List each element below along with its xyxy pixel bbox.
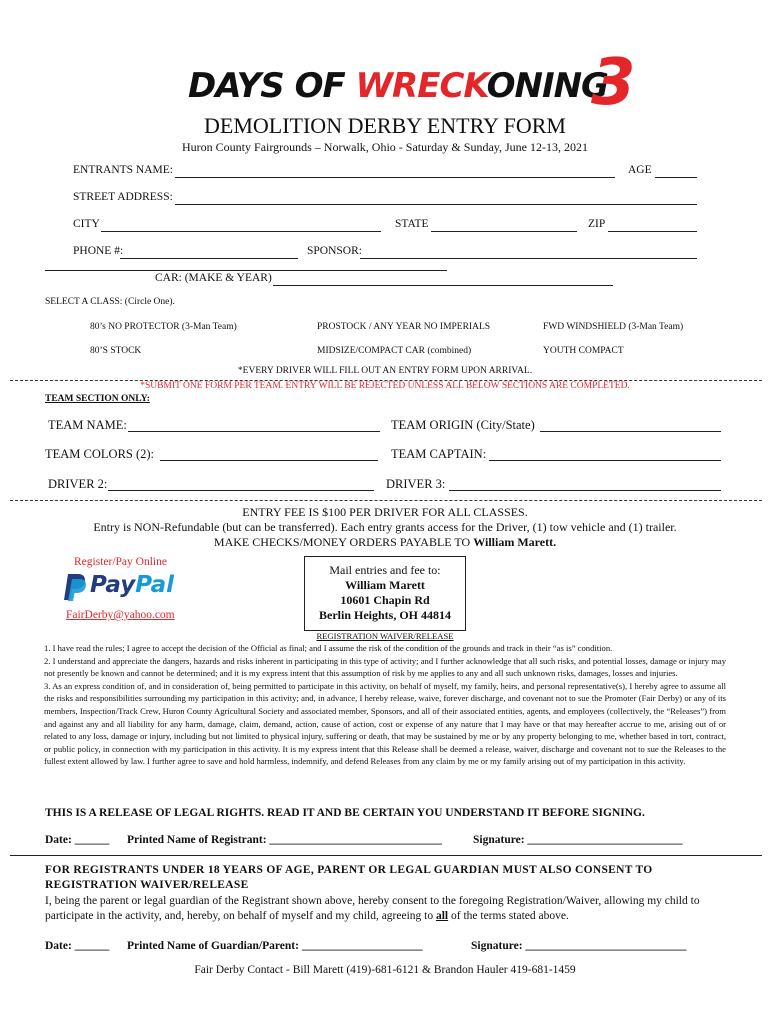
event-logo xyxy=(188,46,668,120)
age-label: AGE xyxy=(628,164,652,176)
car-label: CAR: (MAKE & YEAR) xyxy=(155,272,272,284)
phone-field[interactable] xyxy=(120,258,298,259)
car-field[interactable] xyxy=(273,285,613,286)
street-address-field[interactable] xyxy=(175,204,697,205)
team-name-field[interactable] xyxy=(128,431,380,432)
minor-consent-heading: FOR REGISTRANTS UNDER 18 YEARS OF AGE, PARENT OR LEGAL GUARDIAN MUST ALSO CONSENT TO REGISTRATION WAIVER/RELEASE xyxy=(45,864,653,891)
team-captain-field[interactable] xyxy=(489,460,721,461)
guardian-printed-name-field[interactable]: Printed Name of Guardian/Parent: _____________________ xyxy=(127,940,423,952)
minor-body-prefix: I, being the parent or legal guardian of the Registrant shown above, hereby consent to the foregoing Registration/Waiver, allowing my child to participate in the activity, and, hereby, on behalf of myself and my child, agreeing to xyxy=(45,895,700,922)
sponsor-field[interactable] xyxy=(360,258,697,259)
logo-part-oning: ONING xyxy=(486,66,608,106)
team-captain-label: TEAM CAPTAIN: xyxy=(391,447,487,461)
team-origin-field[interactable] xyxy=(540,431,721,432)
mail-city: Berlin Heights, OH 44814 xyxy=(319,608,451,622)
team-colors-label: TEAM COLORS (2): xyxy=(45,447,155,461)
waiver-body xyxy=(44,642,726,768)
minor-body-all: all xyxy=(435,910,449,922)
waiver-title: REGISTRATION WAIVER/RELEASE xyxy=(316,631,454,641)
class-option[interactable]: MIDSIZE/COMPACT CAR (combined) xyxy=(317,346,472,356)
section-divider xyxy=(10,500,762,501)
city-field[interactable] xyxy=(101,231,381,232)
phone-label: PHONE #: xyxy=(73,245,124,257)
logo-part-days: DAYS OF xyxy=(188,66,356,106)
mailing-address-box xyxy=(304,556,466,631)
team-colors-field[interactable] xyxy=(160,460,378,461)
registrant-date-field[interactable]: Date: ______ xyxy=(45,834,110,846)
release-notice: THIS IS A RELEASE OF LEGAL RIGHTS. READ IT AND BE CERTAIN YOU UNDERSTAND IT BEFORE SIGNING. xyxy=(45,807,645,819)
team-submit-warning: *SUBMIT ONE FORM PER TEAM. ENTRY WILL BE REJECTED UNLESS ALL BELOW SECTIONS ARE COMPLETED. xyxy=(140,381,630,391)
refund-policy-line: Entry is NON-Refundable (but can be transferred). Each entry grants access for the Driver, (1) tow vehicle and (1) trailer. xyxy=(93,520,677,534)
register-online-label: Register/Pay Online xyxy=(74,556,167,568)
contact-email-link[interactable]: FairDerby@yahoo.com xyxy=(66,609,175,621)
age-field[interactable] xyxy=(655,177,697,178)
team-origin-label: TEAM ORIGIN (City/State) xyxy=(391,418,535,432)
team-section-heading: TEAM SECTION ONLY: xyxy=(45,394,150,404)
class-option[interactable]: PROSTOCK / ANY YEAR NO IMPERIALS xyxy=(317,322,491,332)
driver-entry-note: *EVERY DRIVER WILL FILL OUT AN ENTRY FORM UPON ARRIVAL. xyxy=(237,366,533,376)
zip-field[interactable] xyxy=(608,231,697,232)
mail-street: 10601 Chapin Rd xyxy=(340,593,430,607)
payee-name: William Marett. xyxy=(473,535,557,549)
state-label: STATE xyxy=(395,218,429,230)
entrants-name-label: ENTRANTS NAME: xyxy=(73,164,173,176)
class-option[interactable]: FWD WINDSHIELD (3-Man Team) xyxy=(543,322,684,332)
payable-to-line xyxy=(0,535,770,550)
registrant-signature-field[interactable]: Signature: ___________________________ xyxy=(473,834,683,846)
guardian-date-field[interactable]: Date: ______ xyxy=(45,940,110,952)
street-address-label: STREET ADDRESS: xyxy=(73,191,173,203)
class-option[interactable]: YOUTH COMPACT xyxy=(543,346,624,356)
contact-footer: Fair Derby Contact - Bill Marett (419)-681-6121 & Brandon Hauler 419-681-1459 xyxy=(194,964,576,976)
zip-label: ZIP xyxy=(588,218,606,230)
class-option[interactable]: 80’S STOCK xyxy=(90,346,142,356)
class-option[interactable]: 80’s NO PROTECTOR (3-Man Team) xyxy=(90,322,237,332)
minor-body-suffix: of the terms stated above. xyxy=(448,910,569,922)
paypal-wordmark[interactable] xyxy=(90,572,174,598)
driver2-label: DRIVER 2: xyxy=(48,477,108,491)
logo-numeral: 3 xyxy=(591,46,636,120)
city-label: CITY xyxy=(73,218,100,230)
class-select-label: SELECT A CLASS: (Circle One). xyxy=(45,297,175,307)
driver2-field[interactable] xyxy=(108,490,374,491)
logo-part-wreck: WRECK xyxy=(355,66,487,106)
driver3-field[interactable] xyxy=(449,490,721,491)
guardian-signature-field[interactable]: Signature: ____________________________ xyxy=(471,940,687,952)
paypal-part-b: Pal xyxy=(135,572,174,598)
state-field[interactable] xyxy=(431,231,577,232)
paypal-logo-icon[interactable] xyxy=(62,572,88,602)
entry-fee-line: ENTRY FEE IS $100 PER DRIVER FOR ALL CLASSES. xyxy=(242,505,528,519)
registrant-printed-name-field[interactable]: Printed Name of Registrant: ______________________________ xyxy=(127,834,442,846)
team-name-label: TEAM NAME: xyxy=(48,418,127,432)
logo-wordmark xyxy=(188,66,608,106)
entrants-name-field[interactable] xyxy=(175,177,615,178)
waiver-clause-1: 1. I have read the rules; I agree to accept the decision of the Official as final; and I assume the risk of the condition of the grounds and track in their “as is” condition. xyxy=(44,643,613,653)
waiver-clause-3: 3. As an express condition of, and in consideration of, being permitted to participate in this activity, on behalf of myself, my family, heirs, and personal representative(s), I hereby agree to assume all the risks and responsibilities surrounding my participation in this activity; and, in advance, I hereby release, waive, forever discharge, and covenant not to sue the Promoter (Fair Derby) or any of its members, Inspection/Track Crew, Huron County Agricultural Society and associated member, Sponsors, and all of their associated entities, agents, and employees (collectively, the “Releases”) from and against any and all liability for any harm, damage, claim, demand, action, cause of action, cost or expense of any nature that I may have or that may hereafter accrue to me, arising out of or related to any loss, damage or injury, including but not limited to physical injury, suffering or death, that may be sustained by me or by any property belonging to me, whether based in tort, contract, or public policy, in connection with my participation in this activity. It is my express intent that this Release shall be deemed a release, waiver, discharge and covenant not to sue the Releases to the fullest extent allowed by law. I further agree to save and hold harmless, indemnify, and defend Releases from any claim by me or my family arising out of my participation in this activity. xyxy=(44,680,726,767)
mail-name: William Marett xyxy=(345,578,425,592)
driver3-label: DRIVER 3: xyxy=(386,477,446,491)
section-divider xyxy=(10,855,762,856)
waiver-clause-2: 2. I understand and appreciate the dangers, hazards and risks inherent in participating in this type of activity; and I further acknowledge that all such risks, and potential losses, damage or injury may not presently be known and cannot be determined; and it is my express intent that this assumption of risk by me applies to any and all such unknown risks, damages, losses and injuries. xyxy=(44,655,726,679)
page-title: DEMOLITION DERBY ENTRY FORM xyxy=(204,113,566,138)
event-subtitle: Huron County Fairgrounds – Norwalk, Ohio - Saturday & Sunday, June 12-13, 2021 xyxy=(182,140,588,154)
sponsor-continuation-line[interactable] xyxy=(45,270,447,271)
payable-to-prefix: MAKE CHECKS/MONEY ORDERS PAYABLE TO xyxy=(213,535,474,549)
minor-consent-body xyxy=(45,894,727,924)
sponsor-label: SPONSOR: xyxy=(307,245,362,257)
mail-heading: Mail entries and fee to: xyxy=(329,563,441,577)
paypal-part-a: Pay xyxy=(90,572,136,598)
